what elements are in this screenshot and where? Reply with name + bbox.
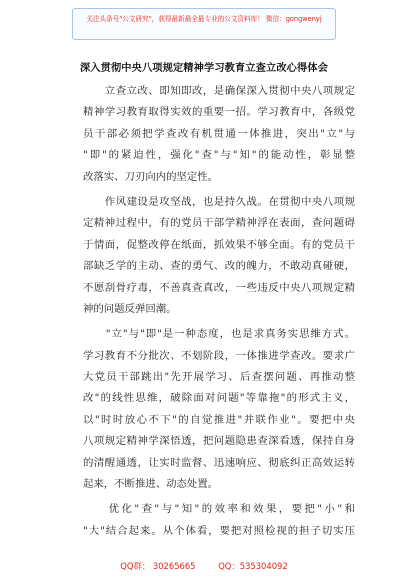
text-line: 定精神过程中，有的党员干部学精神浮在表面，查问题碍 (83, 217, 355, 230)
banner-text: 关注头条号"公文研究"，获得最新最全最专业的公文资料库！ 微信：gongwenyj (86, 15, 322, 23)
text-line: 不愿刮骨疗毒，不善真查真改，一些违反中央八项规定精 (83, 281, 355, 294)
text-line: 改"的线性思维，破除面对问题"等靠拖"的形式主义， (83, 392, 355, 405)
text-line: 八项规定精神学深悟透，把问题隐患查深看透，保持自身 (83, 435, 355, 448)
text-line: 学习教育不分批次、不划阶段，一体推进学查改。要求广 (83, 349, 355, 362)
text-line: "即"的紧迫性，强化"查"与"知"的能动性，彰显整 (83, 149, 355, 162)
text-line: 立查立改、即知即改，是确保深入贯彻中央八项规定 (83, 85, 355, 97)
paragraph (83, 192, 355, 320)
text-line: 部缺乏学的主动、查的勇气、改的魄力，不敢动真碰硬， (83, 260, 355, 273)
header-banner (72, 8, 336, 40)
text-line: "大"结合起来。从个体看，要把对照检视的担子切实压 (83, 524, 355, 537)
paragraph (83, 324, 355, 495)
paragraph (83, 499, 355, 542)
footer-qq-group: QQ群： 30265665 (120, 561, 196, 571)
text-line: 员干部必须把学查改有机贯通一体推进，突出"立"与 (83, 127, 355, 140)
text-line: 作风建设是攻坚战，也是持久战。在贯彻中央八项规 (83, 195, 355, 208)
text-line: 精神学习教育取得实效的重要一招。学习教育中，各级党 (83, 106, 355, 119)
document-title: 深入贯彻中央八项规定精神学习教育立查立改心得体会 (79, 63, 329, 74)
text-line: 优化"查"与"知"的效率和效果，要把"小"和 (83, 503, 355, 516)
text-line: "立"与"即"是一种态度，也是求真务实思维方式。 (83, 328, 355, 341)
footer-qq: QQ：535304092 (218, 561, 288, 571)
paragraph (83, 81, 355, 188)
text-line: 神的问题反弹回潮。 (83, 302, 177, 315)
text-line: 起来，不断推进、动态处置。 (83, 478, 219, 491)
text-line: 以"时时放心不下"的自觉推进"并联作业"。要把中央 (83, 413, 355, 426)
text-line: 大党员干部跳出"先开展学习、后查摆问题、再推动整 (83, 371, 355, 384)
text-line: 改落实、刀刃向内的坚定性。 (83, 170, 219, 183)
document-body (83, 81, 355, 542)
text-line: 的清醒通透，让实时监督、迅速响应、彻底纠正高效运转 (83, 456, 355, 469)
footer (0, 560, 408, 572)
text-line: 于情面，促整改停在纸面，抓效果不够全面。有的党员干 (83, 238, 355, 251)
